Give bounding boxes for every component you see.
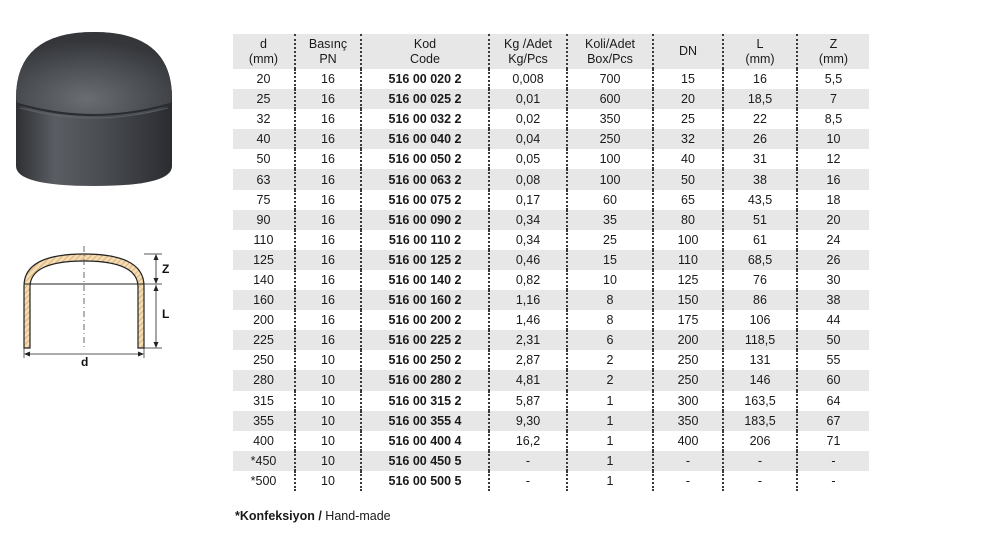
column-header-kg-adet bbox=[489, 34, 567, 69]
cell-kod-code: 516 00 160 2 bbox=[361, 290, 489, 310]
header-row bbox=[233, 34, 869, 69]
cell-koli-adet: 6 bbox=[567, 330, 653, 350]
column-header-line1: Z bbox=[829, 36, 838, 51]
table-row bbox=[233, 431, 869, 451]
cell-koli-adet: 1 bbox=[567, 411, 653, 431]
cell-koli-adet: 60 bbox=[567, 190, 653, 210]
dimension-label-d: d bbox=[81, 355, 89, 369]
end-cap-section-drawing bbox=[10, 240, 200, 370]
column-header-dn bbox=[653, 34, 723, 69]
footnote-text: Hand-made bbox=[321, 509, 391, 523]
cell-koli-adet: 35 bbox=[567, 210, 653, 230]
cell-kod-code: 516 00 090 2 bbox=[361, 210, 489, 230]
cell-d: 90 bbox=[233, 210, 295, 230]
cell-l: 16 bbox=[723, 69, 797, 89]
table-row bbox=[233, 169, 869, 189]
cell-dn: 15 bbox=[653, 69, 723, 89]
cell-l: 22 bbox=[723, 109, 797, 129]
cell-kg-adet: 0,008 bbox=[489, 69, 567, 89]
cell-z: 60 bbox=[797, 370, 869, 390]
cell-kod-code: 516 00 355 4 bbox=[361, 411, 489, 431]
cell-d: 280 bbox=[233, 370, 295, 390]
cell-d: 355 bbox=[233, 411, 295, 431]
cell-z: 5,5 bbox=[797, 69, 869, 89]
cell-kg-adet: - bbox=[489, 451, 567, 471]
cell-dn: 25 bbox=[653, 109, 723, 129]
cell-basinc-pn: 16 bbox=[295, 109, 361, 129]
cell-basinc-pn: 16 bbox=[295, 210, 361, 230]
cell-d: 140 bbox=[253, 272, 274, 287]
cell-dn: 300 bbox=[653, 391, 723, 411]
cell-basinc-pn: 16 bbox=[295, 129, 361, 149]
cell-dn: 200 bbox=[653, 330, 723, 350]
table-row bbox=[233, 210, 869, 230]
cell-basinc-pn: 10 bbox=[295, 471, 361, 491]
cell-l: 183,5 bbox=[723, 411, 797, 431]
cell-basinc-pn: 16 bbox=[295, 270, 361, 290]
cell-d: 75 bbox=[256, 192, 271, 207]
column-header-z bbox=[797, 34, 869, 69]
cell-z: 8,5 bbox=[797, 109, 869, 129]
cell-kod-code: 516 00 280 2 bbox=[361, 370, 489, 390]
cell-d: 63 bbox=[233, 169, 295, 189]
cell-l: 51 bbox=[723, 210, 797, 230]
column-header-line1: Kg /Adet bbox=[504, 36, 552, 51]
column-header-line1: Koli/Adet bbox=[584, 36, 636, 51]
cell-z: 64 bbox=[797, 391, 869, 411]
column-header-line1: Kod bbox=[413, 36, 437, 51]
cell-d: *450 bbox=[233, 451, 295, 471]
cell-basinc-pn: 16 bbox=[295, 169, 361, 189]
table-row bbox=[233, 370, 869, 390]
cell-basinc-pn: 10 bbox=[295, 350, 361, 370]
table-row bbox=[233, 451, 869, 471]
cell-d: *500 bbox=[250, 473, 277, 488]
cell-basinc-pn: 16 bbox=[295, 290, 361, 310]
cell-kg-adet: 0,34 bbox=[489, 210, 567, 230]
cell-d: 32 bbox=[256, 112, 271, 127]
cell-kg-adet: 0,04 bbox=[489, 129, 567, 149]
cell-d: 225 bbox=[233, 330, 295, 350]
cell-basinc-pn: 16 bbox=[295, 190, 361, 210]
cell-l: 38 bbox=[723, 169, 797, 189]
cell-l: 131 bbox=[723, 350, 797, 370]
column-header-line2: (mm) bbox=[818, 51, 849, 66]
cell-d: 110 bbox=[253, 232, 274, 247]
cell-l: 76 bbox=[723, 270, 797, 290]
cell-basinc-pn: 10 bbox=[295, 451, 361, 471]
column-header-d bbox=[233, 34, 295, 69]
cell-kg-adet: 1,16 bbox=[489, 290, 567, 310]
cell-basinc-pn: 16 bbox=[295, 89, 361, 109]
cell-kod-code: 516 00 040 2 bbox=[361, 129, 489, 149]
cell-koli-adet: 100 bbox=[567, 149, 653, 169]
table-row bbox=[233, 471, 869, 491]
cell-kg-adet: 0,17 bbox=[489, 190, 567, 210]
cell-kod-code: 516 00 032 2 bbox=[361, 109, 489, 129]
cell-basinc-pn: 10 bbox=[295, 391, 361, 411]
cell-l: - bbox=[723, 471, 797, 491]
cell-kg-adet: 0,05 bbox=[489, 149, 567, 169]
cell-dn: 110 bbox=[653, 250, 723, 270]
column-header-line2: Code bbox=[410, 51, 440, 66]
cell-z: 7 bbox=[797, 89, 869, 109]
cell-dn: - bbox=[653, 471, 723, 491]
cell-z: 26 bbox=[797, 250, 869, 270]
cell-d: 315 bbox=[253, 393, 274, 408]
column-header-line1: d bbox=[260, 36, 267, 51]
cell-dn: - bbox=[653, 451, 723, 471]
cell-kg-adet: 5,87 bbox=[489, 391, 567, 411]
column-header-line2: (mm) bbox=[248, 51, 279, 66]
cell-kod-code: 516 00 250 2 bbox=[361, 350, 489, 370]
cell-z: 16 bbox=[797, 169, 869, 189]
cell-kg-adet: 0,34 bbox=[489, 230, 567, 250]
cell-l: 68,5 bbox=[723, 250, 797, 270]
cell-z: 44 bbox=[797, 310, 869, 330]
table-row bbox=[233, 149, 869, 169]
cell-basinc-pn: 10 bbox=[295, 431, 361, 451]
table-row bbox=[233, 69, 869, 89]
cell-z: 71 bbox=[797, 431, 869, 451]
cell-z: 18 bbox=[797, 190, 869, 210]
column-header-line2: (mm) bbox=[745, 51, 775, 66]
cell-koli-adet: 8 bbox=[567, 310, 653, 330]
cell-z: 67 bbox=[797, 411, 869, 431]
cell-d: 50 bbox=[256, 152, 271, 167]
cell-kod-code: 516 00 315 2 bbox=[361, 391, 489, 411]
cell-kod-code: 516 00 125 2 bbox=[361, 250, 489, 270]
cell-l: 43,5 bbox=[723, 190, 797, 210]
cell-kod-code: 516 00 140 2 bbox=[361, 270, 489, 290]
cell-koli-adet: 250 bbox=[567, 129, 653, 149]
cell-l: 31 bbox=[723, 149, 797, 169]
cell-d: 250 bbox=[253, 353, 274, 368]
column-header-line1: Basınç bbox=[308, 36, 348, 51]
cell-basinc-pn: 16 bbox=[295, 310, 361, 330]
cell-z: 20 bbox=[797, 210, 869, 230]
cell-l: 26 bbox=[723, 129, 797, 149]
cell-dn: 50 bbox=[653, 169, 723, 189]
column-header-line2: Box/Pcs bbox=[587, 51, 633, 66]
cell-basinc-pn: 10 bbox=[295, 411, 361, 431]
cell-dn: 32 bbox=[653, 129, 723, 149]
cell-dn: 100 bbox=[653, 230, 723, 250]
end-cap-photo bbox=[14, 30, 174, 190]
cell-dn: 250 bbox=[653, 370, 723, 390]
table-row bbox=[233, 190, 869, 210]
table-row bbox=[233, 310, 869, 330]
cell-dn: 80 bbox=[653, 210, 723, 230]
cell-kg-adet: 2,31 bbox=[489, 330, 567, 350]
column-header-line1: DN bbox=[678, 44, 698, 58]
dimension-label-z: Z bbox=[162, 262, 170, 276]
table-row bbox=[233, 129, 869, 149]
cell-dn: 20 bbox=[653, 89, 723, 109]
cell-koli-adet: 600 bbox=[567, 89, 653, 109]
cell-basinc-pn: 16 bbox=[295, 250, 361, 270]
cell-l: 18,5 bbox=[723, 89, 797, 109]
table-row bbox=[233, 270, 869, 290]
cell-l: 146 bbox=[723, 370, 797, 390]
cell-koli-adet: 2 bbox=[567, 350, 653, 370]
table-row bbox=[233, 89, 869, 109]
cell-z: 12 bbox=[797, 149, 869, 169]
cell-basinc-pn: 10 bbox=[295, 370, 361, 390]
dimension-label-l: L bbox=[162, 307, 170, 321]
cell-kod-code: 516 00 075 2 bbox=[361, 190, 489, 210]
cell-z: 55 bbox=[797, 350, 869, 370]
cell-kg-adet: 4,81 bbox=[489, 370, 567, 390]
cell-koli-adet: 1 bbox=[567, 431, 653, 451]
table-row bbox=[233, 230, 869, 250]
cell-kod-code: 516 00 500 5 bbox=[361, 471, 489, 491]
cell-kg-adet: 1,46 bbox=[489, 310, 567, 330]
cell-dn: 40 bbox=[653, 149, 723, 169]
cell-d: 25 bbox=[233, 89, 295, 109]
cell-d: 40 bbox=[233, 129, 295, 149]
cell-d: 200 bbox=[253, 313, 274, 328]
cell-koli-adet: 8 bbox=[567, 290, 653, 310]
column-header-l bbox=[723, 34, 797, 69]
cell-z: 38 bbox=[797, 290, 869, 310]
cell-l: 206 bbox=[723, 431, 797, 451]
cell-dn: 125 bbox=[653, 270, 723, 290]
cell-basinc-pn: 16 bbox=[295, 149, 361, 169]
cell-d: 20 bbox=[256, 72, 271, 87]
cell-dn: 400 bbox=[653, 431, 723, 451]
cell-z: 24 bbox=[797, 230, 869, 250]
cell-l: 118,5 bbox=[723, 330, 797, 350]
table-row bbox=[233, 290, 869, 310]
cell-d: 160 bbox=[233, 290, 295, 310]
cell-l: 61 bbox=[723, 230, 797, 250]
cell-l: - bbox=[723, 451, 797, 471]
cell-kod-code: 516 00 400 4 bbox=[361, 431, 489, 451]
cell-l: 86 bbox=[723, 290, 797, 310]
table-row bbox=[233, 250, 869, 270]
table-row bbox=[233, 350, 869, 370]
cell-l: 106 bbox=[723, 310, 797, 330]
cell-koli-adet: 100 bbox=[567, 169, 653, 189]
cell-l: 163,5 bbox=[723, 391, 797, 411]
cell-kod-code: 516 00 225 2 bbox=[361, 330, 489, 350]
cell-koli-adet: 350 bbox=[567, 109, 653, 129]
column-header-line2: Kg/Pcs bbox=[508, 51, 548, 66]
cell-koli-adet: 15 bbox=[567, 250, 653, 270]
specification-table bbox=[233, 34, 869, 491]
table-row bbox=[233, 411, 869, 431]
footnote bbox=[235, 509, 391, 523]
cell-dn: 150 bbox=[653, 290, 723, 310]
table-row bbox=[233, 330, 869, 350]
cell-dn: 350 bbox=[653, 411, 723, 431]
cell-koli-adet: 1 bbox=[567, 471, 653, 491]
cell-kod-code: 516 00 063 2 bbox=[361, 169, 489, 189]
cell-kg-adet: 0,02 bbox=[489, 109, 567, 129]
column-header-basinc-pn bbox=[295, 34, 361, 69]
cell-kod-code: 516 00 025 2 bbox=[361, 89, 489, 109]
cell-kod-code: 516 00 020 2 bbox=[361, 69, 489, 89]
cell-kg-adet: 9,30 bbox=[489, 411, 567, 431]
cell-kg-adet: 0,08 bbox=[489, 169, 567, 189]
cell-kg-adet: 2,87 bbox=[489, 350, 567, 370]
cell-kod-code: 516 00 200 2 bbox=[361, 310, 489, 330]
cell-kg-adet: 16,2 bbox=[489, 431, 567, 451]
cell-kg-adet: 0,82 bbox=[489, 270, 567, 290]
cell-z: - bbox=[797, 471, 869, 491]
column-header-kod-code bbox=[361, 34, 489, 69]
cell-basinc-pn: 16 bbox=[295, 330, 361, 350]
cell-kod-code: 516 00 050 2 bbox=[361, 149, 489, 169]
cell-koli-adet: 25 bbox=[567, 230, 653, 250]
cell-kod-code: 516 00 450 5 bbox=[361, 451, 489, 471]
cell-basinc-pn: 16 bbox=[295, 230, 361, 250]
cell-koli-adet: 1 bbox=[567, 391, 653, 411]
cell-kg-adet: 0,01 bbox=[489, 89, 567, 109]
cell-kg-adet: - bbox=[489, 471, 567, 491]
cell-koli-adet: 2 bbox=[567, 370, 653, 390]
table-row bbox=[233, 109, 869, 129]
cell-z: 10 bbox=[797, 129, 869, 149]
cell-koli-adet: 10 bbox=[567, 270, 653, 290]
cell-z: - bbox=[797, 451, 869, 471]
cell-dn: 65 bbox=[653, 190, 723, 210]
cell-basinc-pn: 16 bbox=[295, 69, 361, 89]
column-header-line1: L bbox=[756, 36, 764, 51]
cell-d: 400 bbox=[253, 433, 274, 448]
table-row bbox=[233, 391, 869, 411]
cell-z: 50 bbox=[797, 330, 869, 350]
cell-dn: 250 bbox=[653, 350, 723, 370]
cell-z: 30 bbox=[797, 270, 869, 290]
cell-kg-adet: 0,46 bbox=[489, 250, 567, 270]
column-header-koli-adet bbox=[567, 34, 653, 69]
cell-koli-adet: 1 bbox=[567, 451, 653, 471]
column-header-line2: PN bbox=[319, 51, 337, 66]
footnote-bold: *Konfeksiyon / bbox=[235, 509, 322, 523]
cell-kod-code: 516 00 110 2 bbox=[361, 230, 489, 250]
cell-koli-adet: 700 bbox=[567, 69, 653, 89]
cell-d: 125 bbox=[233, 250, 295, 270]
cell-dn: 175 bbox=[653, 310, 723, 330]
